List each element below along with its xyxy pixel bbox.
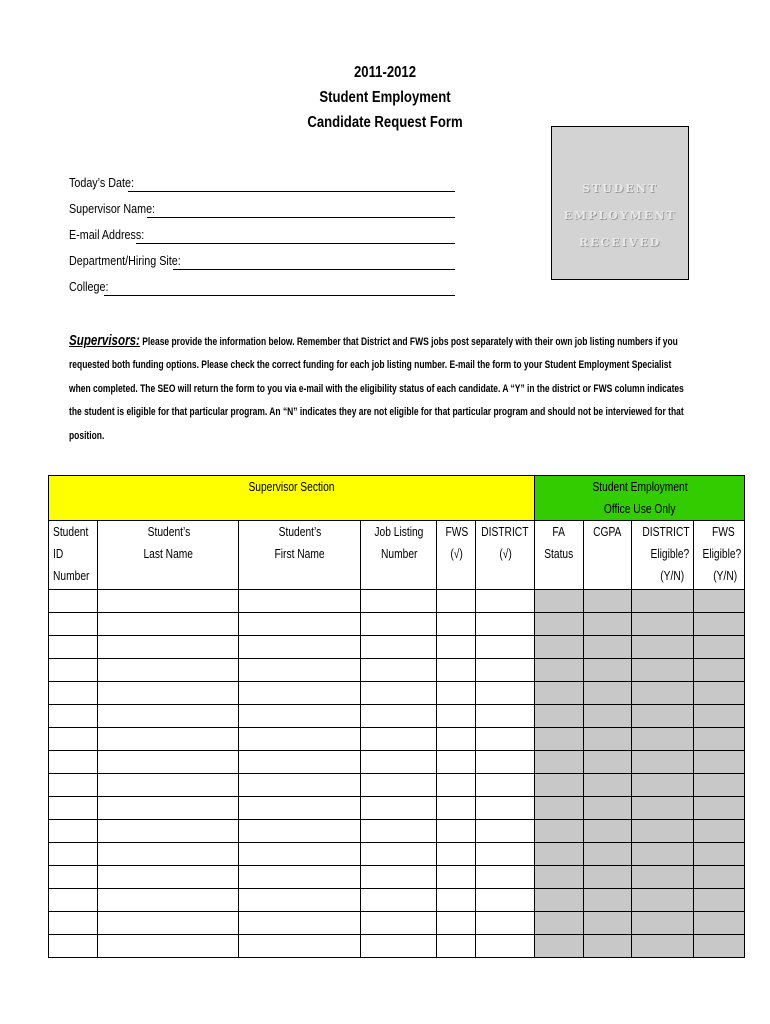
cell-district[interactable] [476,636,535,659]
cell-fws[interactable] [437,751,476,774]
cell-district-eligible[interactable] [632,613,694,636]
cell-district-eligible[interactable] [632,590,694,613]
cell-job-listing[interactable] [361,912,437,935]
form-subheading: Candidate Request Form [307,114,463,131]
cell-student-id[interactable] [49,728,98,751]
cell-fa-status[interactable] [535,935,584,958]
col-fws-eligible: FWS Eligible? (Y/N) [693,521,744,590]
cell-fa-status[interactable] [535,751,584,774]
cell-district[interactable] [476,935,535,958]
instructions-line: when completed. The SEO will return the form to you via e-mail with the eligibility status of each candidate. A “Y” in the district or FWS column indicates [69,382,684,395]
cell-cgpa[interactable] [584,705,632,728]
cell-last-name[interactable] [98,889,239,912]
cell-fws[interactable] [437,912,476,935]
cell-fa-status[interactable] [535,774,584,797]
email-label: E-mail Address: [69,228,145,242]
cell-cgpa[interactable] [584,843,632,866]
cell-job-listing[interactable] [361,728,437,751]
cell-fa-status[interactable] [535,636,584,659]
cell-fws-eligible[interactable] [693,613,744,636]
cell-district-eligible[interactable] [632,728,694,751]
form-title [69,60,700,135]
cell-fws-eligible[interactable] [693,889,744,912]
cell-job-listing[interactable] [361,797,437,820]
cell-cgpa[interactable] [584,682,632,705]
cell-job-listing[interactable] [361,774,437,797]
office-section-line-2: Office Use Only [603,502,676,516]
received-stamp-box [551,126,689,280]
cell-district[interactable] [476,820,535,843]
instructions-line: requested both funding options. Please check the correct funding for each job listing number. E-mail the form to your Student Employment Specialist [69,358,672,371]
cell-last-name[interactable] [98,935,239,958]
cell-cgpa[interactable] [584,636,632,659]
supervisor-section-header: Supervisor Section [49,476,535,521]
col-district-eligible: DISTRICT Eligible? (Y/N) [632,521,694,590]
cell-fws-eligible[interactable] [693,590,744,613]
table-row [49,728,745,751]
cell-district[interactable] [476,705,535,728]
cell-student-id[interactable] [49,705,98,728]
cell-first-name[interactable] [239,774,361,797]
cell-district-eligible[interactable] [632,889,694,912]
cell-first-name[interactable] [239,843,361,866]
cell-fws[interactable] [437,820,476,843]
cell-cgpa[interactable] [584,866,632,889]
cell-district-eligible[interactable] [632,659,694,682]
cell-cgpa[interactable] [584,935,632,958]
cell-job-listing[interactable] [361,705,437,728]
cell-fa-status[interactable] [535,705,584,728]
department-label: Department/Hiring Site: [69,254,181,268]
cell-first-name[interactable] [239,797,361,820]
cell-fws[interactable] [437,866,476,889]
table-row [49,682,745,705]
cell-last-name[interactable] [98,912,239,935]
cell-district-eligible[interactable] [632,866,694,889]
table-row [49,705,745,728]
cell-cgpa[interactable] [584,751,632,774]
col-first-name: Student’s First Name [239,521,361,590]
col-student-id: Student ID Number [49,521,98,590]
table-row [49,636,745,659]
cell-last-name[interactable] [98,728,239,751]
cell-first-name[interactable] [239,751,361,774]
cell-student-id[interactable] [49,820,98,843]
cell-cgpa[interactable] [584,889,632,912]
table-row [49,613,745,636]
cell-job-listing[interactable] [361,636,437,659]
cell-fws-eligible[interactable] [693,774,744,797]
col-job-listing: Job Listing Number [361,521,437,590]
table-row [49,935,745,958]
col-fa-status: FA Status [535,521,584,590]
cell-fws[interactable] [437,590,476,613]
cell-district-eligible[interactable] [632,820,694,843]
cell-fws-eligible[interactable] [693,797,744,820]
cell-fws-eligible[interactable] [693,820,744,843]
cell-last-name[interactable] [98,613,239,636]
cell-fws-eligible[interactable] [693,636,744,659]
todays-date-field[interactable] [69,174,459,200]
cell-district[interactable] [476,751,535,774]
cell-first-name[interactable] [239,659,361,682]
stamp-line: RECEIVED [578,236,662,249]
stamp-line: STUDENT [582,182,658,195]
table-row [49,820,745,843]
cell-last-name[interactable] [98,797,239,820]
college-field[interactable] [69,278,459,304]
cell-fws[interactable] [437,613,476,636]
cell-job-listing[interactable] [361,751,437,774]
cell-fws-eligible[interactable] [693,728,744,751]
stamp-line: EMPLOYMENT [563,209,677,222]
cell-fws[interactable] [437,728,476,751]
cell-first-name[interactable] [239,682,361,705]
todays-date-label: Today’s Date: [69,176,134,190]
college-label: College: [69,280,109,294]
supervisor-name-label: Supervisor Name: [69,202,156,216]
cell-fws[interactable] [437,889,476,912]
cell-fws[interactable] [437,935,476,958]
cell-district-eligible[interactable] [632,636,694,659]
cell-fws[interactable] [437,636,476,659]
cell-district[interactable] [476,590,535,613]
cell-last-name[interactable] [98,705,239,728]
cell-student-id[interactable] [49,590,98,613]
cell-first-name[interactable] [239,728,361,751]
cell-last-name[interactable] [98,636,239,659]
college-line[interactable] [104,295,455,296]
email-line[interactable] [136,243,455,244]
cell-fa-status[interactable] [535,797,584,820]
cell-student-id[interactable] [49,866,98,889]
cell-job-listing[interactable] [361,935,437,958]
cell-fws-eligible[interactable] [693,682,744,705]
table-row [49,889,745,912]
col-fws: FWS (√) [437,521,476,590]
cell-fws-eligible[interactable] [693,705,744,728]
office-section-header [535,476,745,521]
received-stamp-text [552,175,688,256]
table-row [49,774,745,797]
cell-district-eligible[interactable] [632,843,694,866]
cell-district[interactable] [476,613,535,636]
cell-last-name[interactable] [98,774,239,797]
instructions-line: the student is eligible for that particular program. An “N” indicates they are not eligible for that particular program and should not be interviewed for that [69,406,684,419]
cell-fws-eligible[interactable] [693,751,744,774]
table-row [49,659,745,682]
cell-district[interactable] [476,912,535,935]
cell-fa-status[interactable] [535,659,584,682]
email-field[interactable] [69,226,459,252]
cell-fws-eligible[interactable] [693,866,744,889]
cell-fws[interactable] [437,659,476,682]
instructions-paragraph [69,330,709,449]
form-year: 2011-2012 [353,64,417,81]
cell-fa-status[interactable] [535,728,584,751]
todays-date-line[interactable] [128,191,455,192]
col-district: DISTRICT (√) [476,521,535,590]
table-row [49,590,745,613]
cell-district[interactable] [476,774,535,797]
cell-fws-eligible[interactable] [693,843,744,866]
table-row [49,866,745,889]
cell-district-eligible[interactable] [632,797,694,820]
col-cgpa: CGPA [584,521,632,590]
cell-first-name[interactable] [239,935,361,958]
cell-last-name[interactable] [98,820,239,843]
cell-first-name[interactable] [239,866,361,889]
cell-first-name[interactable] [239,820,361,843]
cell-student-id[interactable] [49,797,98,820]
cell-district-eligible[interactable] [632,774,694,797]
instructions-line: Please provide the information below. Remember that District and FWS jobs post separately with their own job listing numbers if you [139,336,678,348]
cell-student-id[interactable] [49,889,98,912]
cell-first-name[interactable] [239,889,361,912]
cell-last-name[interactable] [98,659,239,682]
cell-fws[interactable] [437,682,476,705]
cell-first-name[interactable] [239,613,361,636]
supervisor-name-field[interactable] [69,200,459,226]
office-section-line-1: Student Employment [591,480,688,494]
cell-district-eligible[interactable] [632,912,694,935]
cell-fa-status[interactable] [535,889,584,912]
cell-district[interactable] [476,728,535,751]
candidate-rows [49,590,745,958]
cell-cgpa[interactable] [584,590,632,613]
cell-fws[interactable] [437,774,476,797]
table-row [49,797,745,820]
cell-job-listing[interactable] [361,820,437,843]
cell-job-listing[interactable] [361,843,437,866]
cell-fa-status[interactable] [535,912,584,935]
cell-cgpa[interactable] [584,797,632,820]
cell-first-name[interactable] [239,705,361,728]
table-row [49,912,745,935]
cell-district-eligible[interactable] [632,935,694,958]
cell-student-id[interactable] [49,935,98,958]
cell-fa-status[interactable] [535,866,584,889]
cell-fa-status[interactable] [535,613,584,636]
cell-district-eligible[interactable] [632,705,694,728]
cell-cgpa[interactable] [584,912,632,935]
cell-fws-eligible[interactable] [693,912,744,935]
cell-student-id[interactable] [49,774,98,797]
cell-last-name[interactable] [98,843,239,866]
cell-cgpa[interactable] [584,728,632,751]
cell-district-eligible[interactable] [632,682,694,705]
col-last-name: Student’s Last Name [98,521,239,590]
cell-student-id[interactable] [49,636,98,659]
cell-cgpa[interactable] [584,613,632,636]
cell-job-listing[interactable] [361,682,437,705]
cell-fa-status[interactable] [535,682,584,705]
candidate-table [48,475,745,958]
table-row [49,843,745,866]
cell-cgpa[interactable] [584,659,632,682]
cell-first-name[interactable] [239,912,361,935]
department-line[interactable] [173,269,455,270]
cell-fa-status[interactable] [535,820,584,843]
cell-job-listing[interactable] [361,659,437,682]
cell-fws[interactable] [437,843,476,866]
column-header-row [49,521,745,590]
cell-first-name[interactable] [239,636,361,659]
cell-last-name[interactable] [98,682,239,705]
cell-student-id[interactable] [49,613,98,636]
cell-student-id[interactable] [49,659,98,682]
cell-fws[interactable] [437,797,476,820]
cell-job-listing[interactable] [361,613,437,636]
cell-fws-eligible[interactable] [693,659,744,682]
section-header-row [49,476,745,521]
cell-fa-status[interactable] [535,843,584,866]
form-heading: Student Employment [319,89,451,106]
cell-job-listing[interactable] [361,866,437,889]
cell-fws-eligible[interactable] [693,935,744,958]
cell-job-listing[interactable] [361,889,437,912]
cell-first-name[interactable] [239,590,361,613]
cell-district[interactable] [476,682,535,705]
supervisor-info-fields [69,174,459,304]
cell-fws[interactable] [437,705,476,728]
cell-last-name[interactable] [98,590,239,613]
department-field[interactable] [69,252,459,278]
cell-district[interactable] [476,659,535,682]
cell-student-id[interactable] [49,843,98,866]
cell-district[interactable] [476,866,535,889]
cell-last-name[interactable] [98,866,239,889]
cell-district[interactable] [476,843,535,866]
instructions-line: position. [69,430,105,443]
cell-cgpa[interactable] [584,774,632,797]
cell-district[interactable] [476,889,535,912]
supervisor-name-line[interactable] [147,217,455,218]
cell-district[interactable] [476,797,535,820]
supervisors-lead: Supervisors: [69,333,140,349]
cell-cgpa[interactable] [584,820,632,843]
cell-job-listing[interactable] [361,590,437,613]
cell-last-name[interactable] [98,751,239,774]
cell-student-id[interactable] [49,751,98,774]
table-row [49,751,745,774]
cell-district-eligible[interactable] [632,751,694,774]
cell-student-id[interactable] [49,912,98,935]
cell-student-id[interactable] [49,682,98,705]
cell-fa-status[interactable] [535,590,584,613]
